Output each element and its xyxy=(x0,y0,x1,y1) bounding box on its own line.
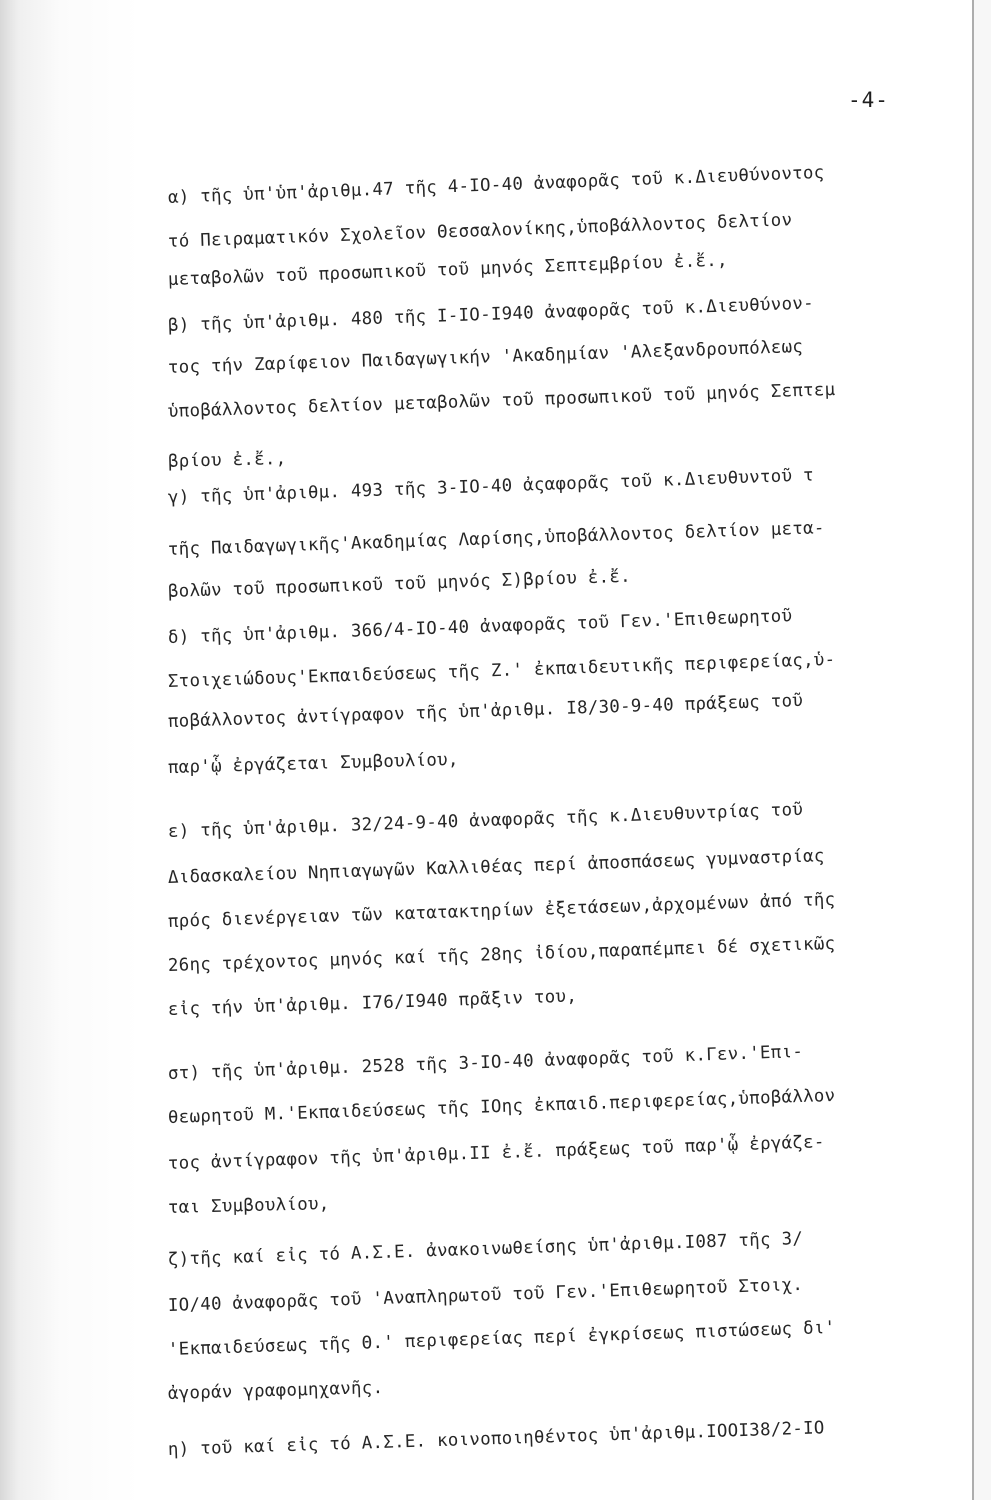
text-line: βολῶν τοῦ προσωπικοῦ τοῦ μηνός Σ)βρίου ἐ.ἔ. xyxy=(167,566,632,602)
text-line: τό Πειραματικόν Σχολεῖον Θεσσαλονίκης,ὑποβάλλοντος δελτίον xyxy=(167,210,793,252)
text-line: γ) τῆς ὑπ'ἀριθμ. 493 τῆς 3-IO-40 ἀςαφορᾶς τοῦ κ.Διευθυντοῦ τ xyxy=(167,465,815,508)
text-line: ποβάλλοντος ἀντίγραφον τῆς ὑπ'ἀριθμ. I8/30-9-40 πράξεως τοῦ xyxy=(167,690,804,732)
text-line: ζ)τῆς καί εἰς τό Α.Σ.Ε. ἀνακοινωθείσης ὑπ'ἀριθμ.I087 τῆς 3/ xyxy=(167,1228,804,1270)
text-line: παρ'ᾧ ἐργάζεται Συμβουλίου, xyxy=(167,749,459,778)
text-line: βρίου ἐ.ἔ., xyxy=(167,448,287,472)
text-line: Στοιχειώδους'Εκπαιδεύσεως τῆς Ζ.' ἐκπαιδευτικῆς περιφερείας,ὑ- xyxy=(167,649,836,692)
text-line: δ) τῆς ὑπ'ἀριθμ. 366/4-IO-40 ἀναφορᾶς τοῦ Γεν.'Επιθεωρητοῦ xyxy=(167,606,793,648)
page-number: -4- xyxy=(848,88,889,112)
text-line: πρός διενέργειαν τῶν κατατακτηρίων ἐξετάσεων,ἀρχομένων ἀπό τῆς xyxy=(167,889,836,932)
text-line: ὑποβάλλοντος δελτίον μεταβολῶν τοῦ προσωπικοῦ τοῦ μηνός Σεπτεμ xyxy=(167,379,836,422)
text-line: μεταβολῶν τοῦ προσωπικοῦ τοῦ μηνός Σεπτεμβρίου ἐ.ἔ., xyxy=(167,250,729,290)
page-edge-shadow xyxy=(974,0,991,1500)
text-line: η) τοῦ καί εἰς τό Α.Σ.Ε. κοινοποιηθέντος ὑπ'ἀριθμ.IOOI38/2-IO xyxy=(167,1418,825,1460)
text-line: ται Συμβουλίου, xyxy=(167,1194,330,1218)
text-line: 'Εκπαιδεύσεως τῆς Θ.' περιφερείας περί ἐγκρίσεως πιστώσεως δι' xyxy=(167,1317,836,1360)
text-line: ἀγοράν γραφομηχανῆς. xyxy=(167,1377,384,1404)
text-line: β) τῆς ὑπ'ἀριθμ. 480 τῆς I-IO-I940 ἀναφορᾶς τοῦ κ.Διευθύνον- xyxy=(167,293,815,336)
text-line: IO/40 ἀναφορᾶς τοῦ 'Αναπληρωτοῦ τοῦ Γεν.'Επιθεωρητοῦ Στοιχ. xyxy=(167,1274,804,1316)
page-edge-line xyxy=(972,0,974,1500)
text-line: ε) τῆς ὑπ'ἀριθμ. 32/24-9-40 ἀναφορᾶς τῆς κ.Διευθυντρίας τοῦ xyxy=(167,799,804,842)
text-line: τος ἀντίγραφον τῆς ὑπ'ἀριθμ.II ἐ.ἔ. πράξεως τοῦ παρ'ᾧ ἐργάζε- xyxy=(167,1132,825,1174)
text-line: στ) τῆς ὑπ'ἀριθμ. 2528 τῆς 3-IO-40 ἀναφορᾶς τοῦ κ.Γεν.'Επι- xyxy=(167,1041,804,1084)
text-line: Διδασκαλείου Νηπιαγωγῶν Καλλιθέας περί ἀποσπάσεως γυμναστρίας xyxy=(167,846,825,888)
text-line: τῆς Παιδαγωγικῆς'Ακαδημίας Λαρίσης,ὑποβάλλοντος δελτίον μετα- xyxy=(167,518,825,560)
text-line: 26ης τρέχοντος μηνός καί τῆς 28ης ἰδίου,παραπέμπει δέ σχετικῶς xyxy=(167,933,836,976)
text-line: θεωρητοῦ Μ.'Εκπαιδεύσεως τῆς IΟης ἐκπαιδ.περιφερείας,ὑποβάλλον xyxy=(167,1085,836,1128)
text-line: τος τήν Ζαρίφειον Παιδαγωγικήν 'Ακαδημίαν 'Αλεξανδρουπόλεως xyxy=(167,336,804,378)
text-line: εἰς τήν ὑπ'ἀριθμ. I76/I940 πρᾶξιν του, xyxy=(167,986,578,1020)
text-line: α) τῆς ὑπ'ὑπ'ἀριθμ.47 τῆς 4-IO-40 ἀναφορᾶς τοῦ κ.Διευθύνοντος xyxy=(167,162,825,208)
